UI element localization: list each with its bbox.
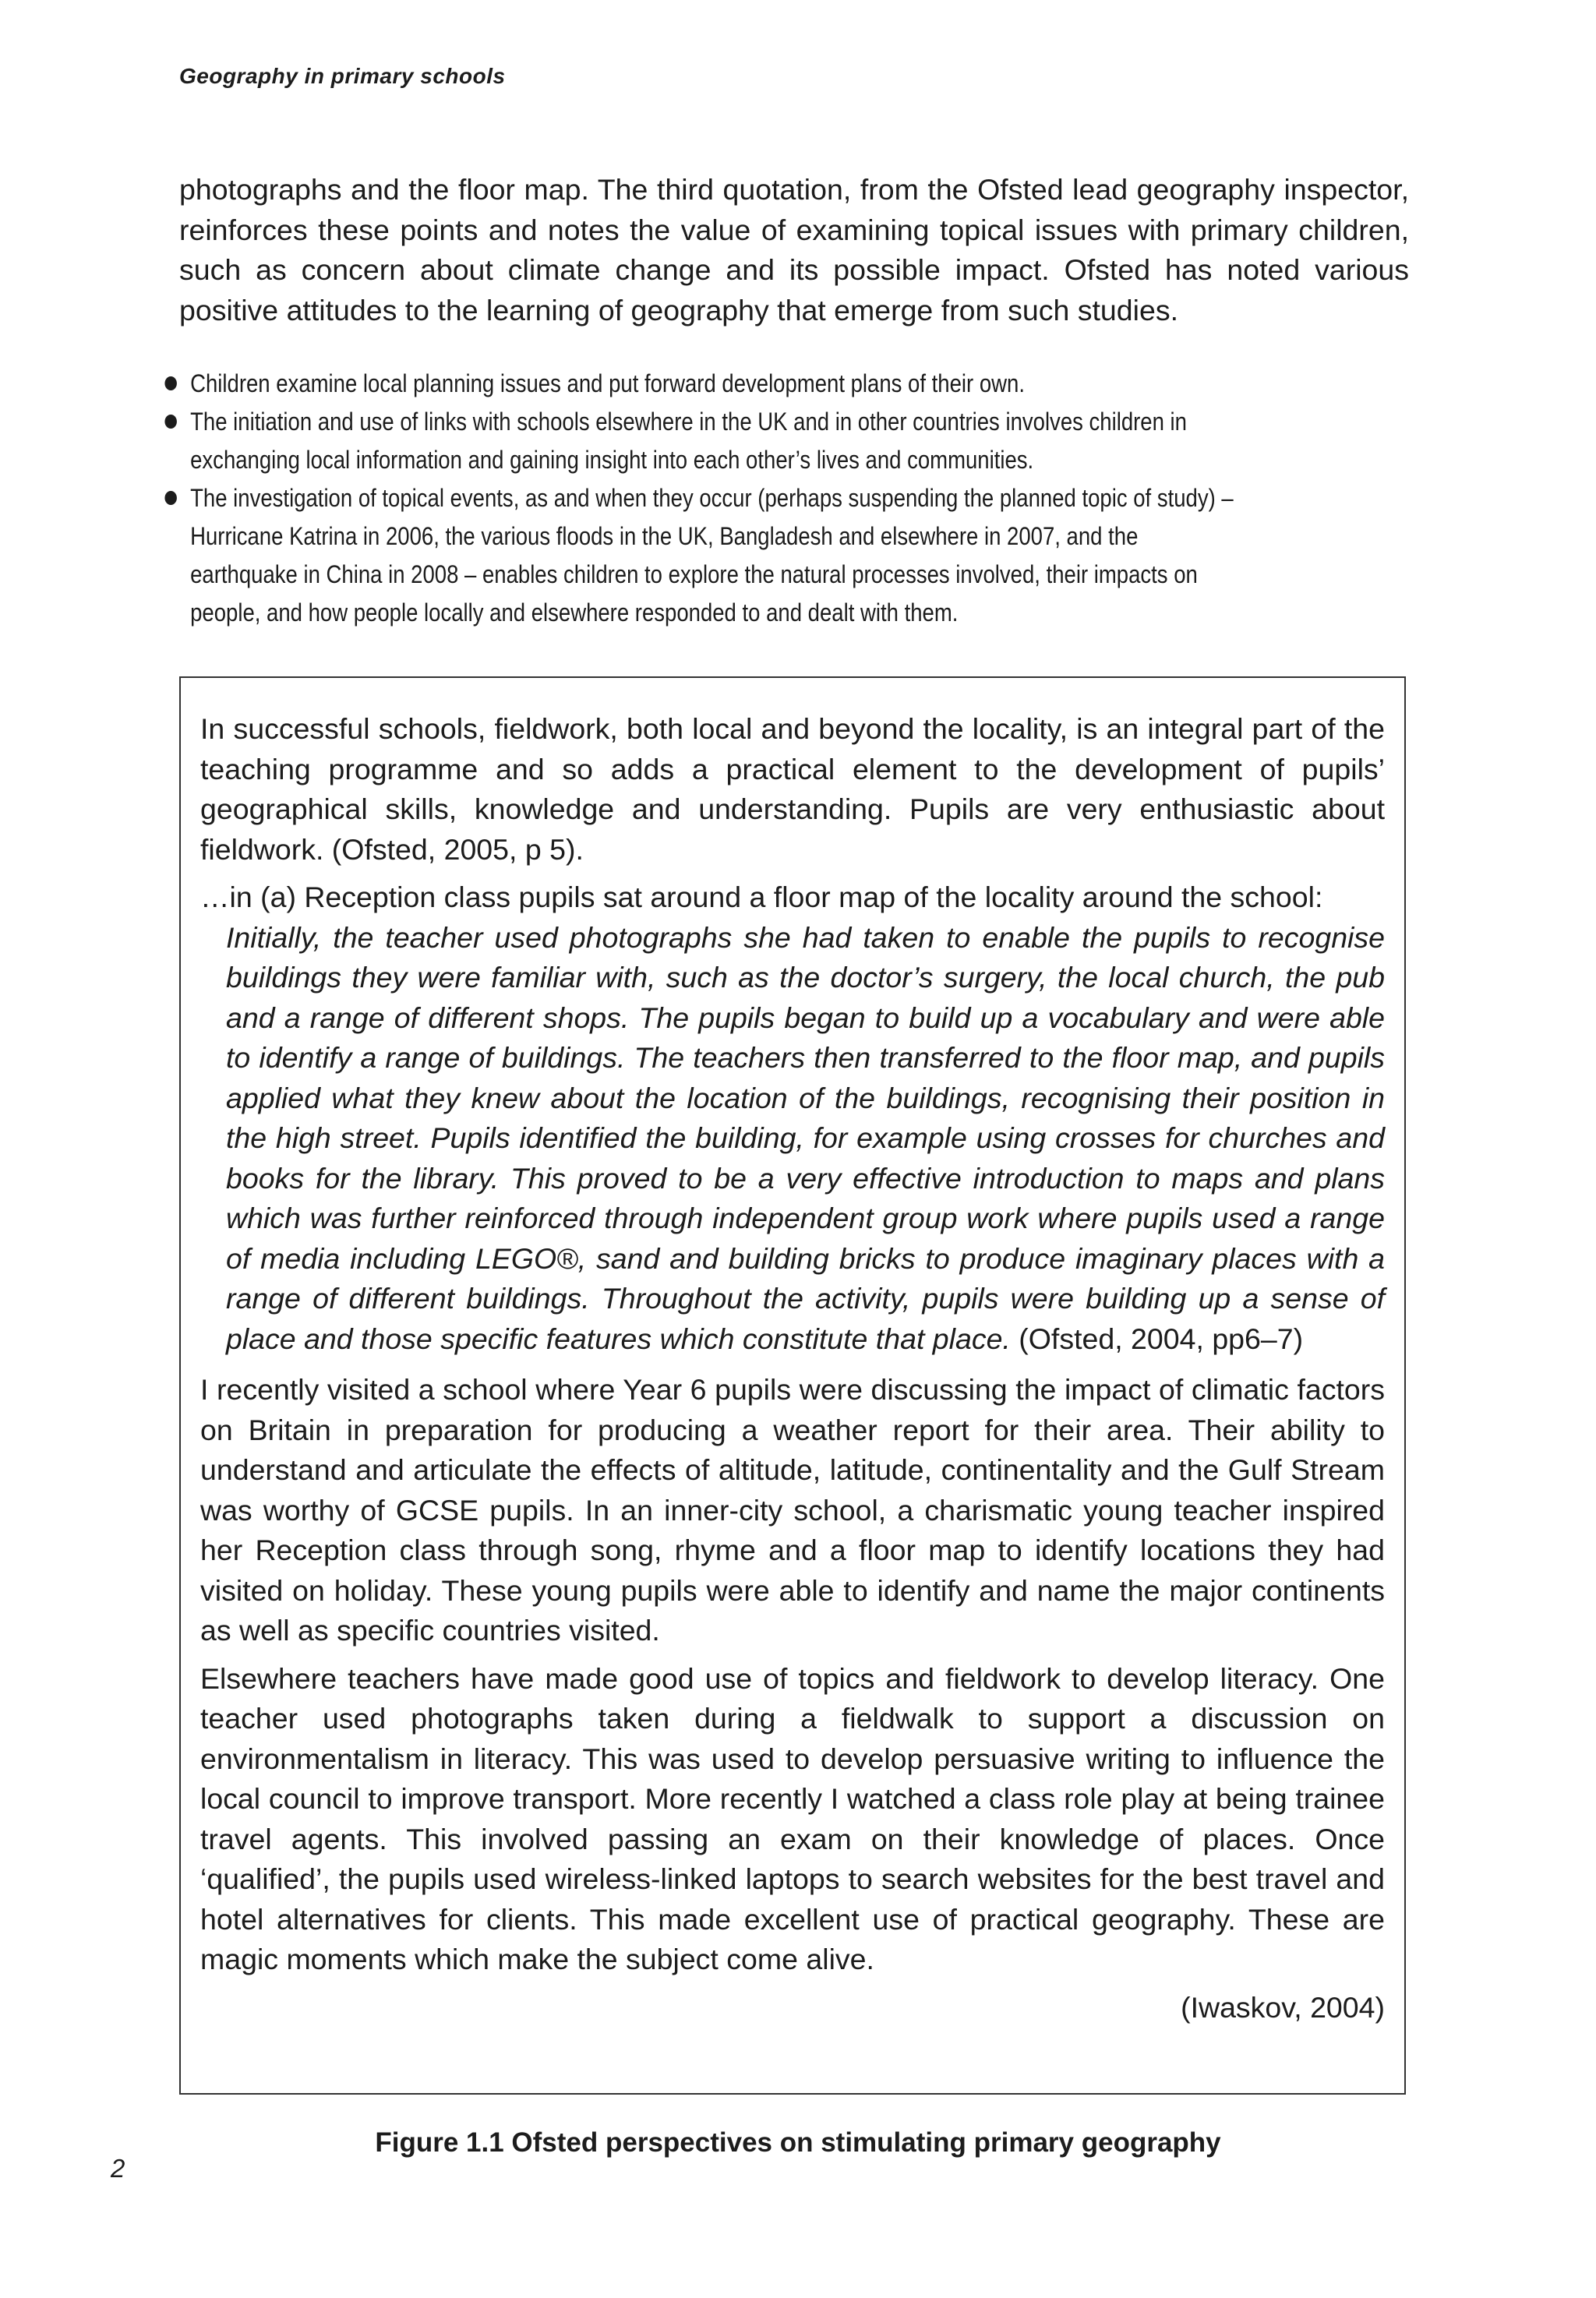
figure-quote-box: [179, 676, 1406, 2095]
list-item: [162, 479, 1248, 632]
bullet-text: The investigation of topical events, as and when they occur (perhaps suspending the planned topic of study) – Hurricane Katrina in 2006, the various floods in the UK, Bangladesh and elsewhere in 2007, and the earthquake in China in 2008 – enables children to explore the natural processes involved, their impacts on people, and how people locally and elsewhere responded to and dealt with them.: [190, 484, 1234, 627]
page-number: 2: [111, 2154, 125, 2183]
figure-caption: Figure 1.1 Ofsted perspectives on stimulating primary geography: [375, 2127, 1221, 2158]
bullet-text: The initiation and use of links with schools elsewhere in the UK and in other countries involves children in exchanging local information and gaining insight into each other’s lives and communities.: [190, 408, 1187, 474]
intro-paragraph: photographs and the floor map. The third quotation, from the Ofsted lead geography inspector, reinforces these points and notes the value of examining topical issues with primary children, such as concern about climate change and its possible impact. Ofsted has noted various positive attitudes to the learning of geography that emerge from such studies.: [179, 173, 1409, 327]
bullet-icon: [164, 376, 176, 390]
bullet-text: Children examine local planning issues and put forward development plans of their own.: [190, 369, 1025, 397]
bullet-icon: [164, 491, 176, 505]
quote-fieldwork: In successful schools, fieldwork, both local and beyond the locality, is an integral part of the teaching programme and so adds a practical element to the development of pupils’ geographical skills, knowledge and understanding. Pupils are very enthusiastic about fieldwork. (Ofsted, 2005, p 5).: [200, 712, 1385, 866]
quote-inner: [200, 918, 1385, 1360]
quote-literacy: Elsewhere teachers have made good use of topics and fieldwork to develop literacy. One teacher used photographs taken during a fieldwalk to support a discussion on environmentalism in literacy. This was used to develop persuasive writing to influence the local council to improve transport. More recently I watched a class role play at being trainee travel agents. This involved passing an exam on their knowledge of places. Once ‘qualified’, the pupils used wireless-linked laptops to search websites for the best travel and hotel alternatives for clients. This made excellent use of practical geography. These are magic moments which make the subject come alive.: [200, 1661, 1385, 1975]
quote-attribution: (Iwaskov, 2004): [1181, 1990, 1385, 2024]
quote-year6: I recently visited a school where Year 6 pupils were discussing the impact of climatic factors on Britain in preparation for producing a weather report for their area. Their ability to understand and articulate the effects of altitude, latitude, continentality and the Gulf Stream was worthy of GCSE pupils. In an inner-city school, a charismatic young teacher inspired her Reception class through song, rhyme and a floor map to identify locations they had visited on holiday. These young pupils were able to identify and name the major continents as well as specific countries visited.: [200, 1373, 1385, 1647]
bullet-icon: [164, 415, 176, 429]
quote-reception-class: [200, 877, 1385, 1359]
list-item: [162, 365, 1248, 403]
quote-lead: …in (a) Reception class pupils sat around a floor map of the locality around the school:: [200, 881, 1323, 913]
running-head: Geography in primary schools: [179, 64, 506, 88]
quote-italic-text: Initially, the teacher used photographs she had taken to enable the pupils to recognise buildings they were familiar with, such as the doctor’s surgery, the local church, the pub and a range of different shops. The pupils began to build up a vocabulary and were able to identify a range of buildings. The teachers then transferred to the floor map, and pupils applied what they knew about the location of the buildings, recognising their position in the high street. Pupils identified the building, for example using crosses for churches and books for the library. This proved to be a very effective introduction to maps and plans which was further reinforced through independent group work where pupils used a range of media including LEGO®, sand and building bricks to produce imaginary places with a range of different buildings. Throughout the activity, pupils were building up a sense of place and those specific features which constitute that place.: [226, 920, 1385, 1355]
bullet-list: [162, 365, 1248, 632]
list-item: [162, 403, 1248, 479]
quote-citation: (Ofsted, 2004, pp6–7): [1010, 1322, 1304, 1355]
